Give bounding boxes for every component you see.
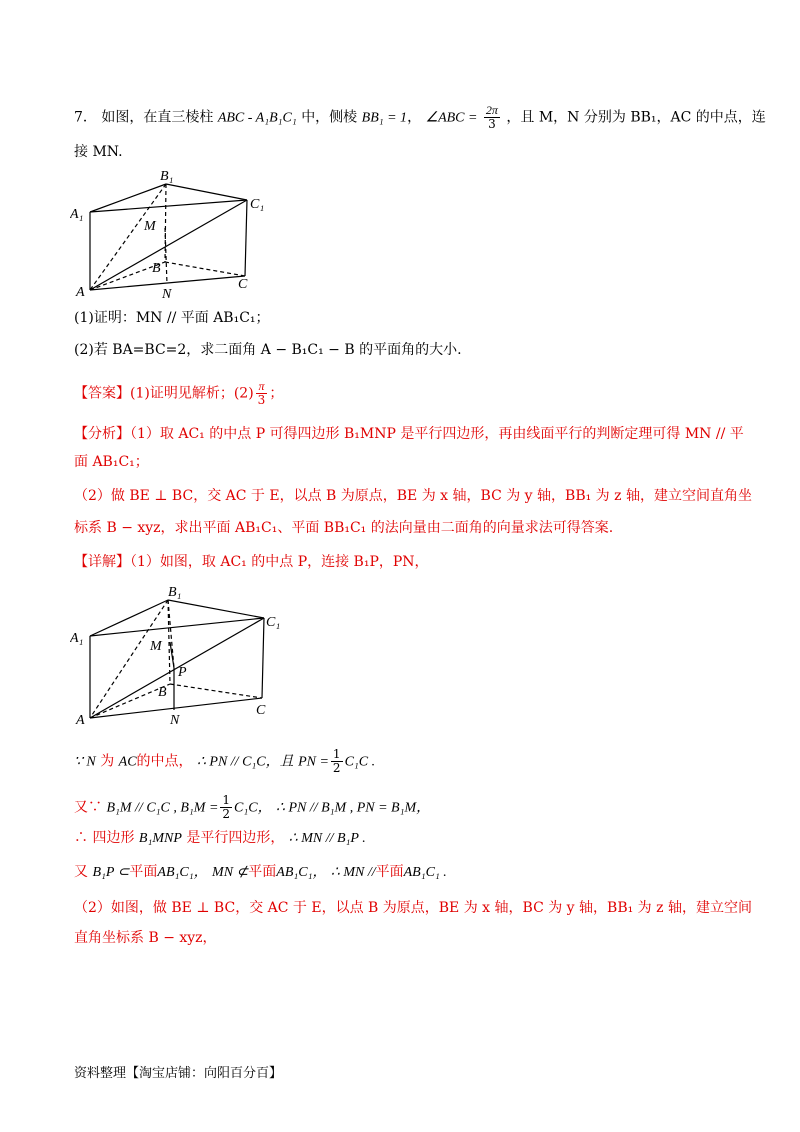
s1-mid: 的中点， <box>136 753 193 770</box>
s2-you: 又∵ <box>74 799 102 816</box>
prism-figure-2 <box>70 580 292 728</box>
label-N: N <box>162 287 172 300</box>
label-C-fig2: C <box>256 703 266 718</box>
answer-tag: 【答案】 <box>74 385 130 402</box>
s1-pn-eq: PN = <box>298 754 329 770</box>
s1-half-den: 2 <box>332 761 341 775</box>
s4-mn-not: MN ⊄ <box>212 865 249 880</box>
s2-half <box>220 794 232 821</box>
s4-plane-2: 平面 <box>248 864 277 880</box>
problem-mid1: 中，侧棱 <box>301 109 358 126</box>
analysis-line-1 <box>74 424 744 444</box>
s1-ac: AC <box>118 754 137 770</box>
footer-text: 资料整理【淘宝店铺：向阳百分百】 <box>74 1066 283 1081</box>
analysis-line-3: （2）做 BE ⊥ BC，交 AC 于 E，以点 B 为原点，BE 为 x 轴，BC 为 y 轴，BB₁ 为 z 轴，建立空间直角坐 <box>74 488 752 504</box>
edge-eq: BB₁ = 1 <box>361 110 408 126</box>
problem-line-1: 7． 如图，在直三棱柱 ABC - A₁B₁C₁ 中，侧棱 BB₁ = 1， ∠ABC = $\frac{2\pi}{3}$ ，且 M，N 分别为 BB₁，AC 的中点，连 <box>74 103 766 131</box>
s2-half-num: 1 <box>222 793 231 807</box>
label-B: B <box>152 261 161 276</box>
label-N-fig2: N <box>170 713 180 728</box>
s1-parallel: ∴ PN // C₁C，且 <box>197 754 294 770</box>
step-3 <box>74 828 366 849</box>
s4-mn-par: ∴ MN // <box>330 865 376 880</box>
label-M: M <box>144 219 156 234</box>
s3-b1mnp: B₁MNP <box>138 831 182 846</box>
s1-n: ∵ N <box>74 754 96 770</box>
label-C1: C₁ <box>250 197 265 212</box>
s3-result: ∴ MN // B₁P . <box>288 831 366 846</box>
step-1 <box>74 748 375 775</box>
s1-c1c: C₁C . <box>344 754 376 770</box>
detail-line-6: 直角坐标系 B − xyz， <box>74 930 217 946</box>
label-A: A <box>76 285 85 300</box>
detail-line-5: （2）如图，做 BE ⊥ BC，交 AC 于 E，以点 B 为原点，BE 为 x 轴，BC 为 y 轴，BB₁ 为 z 轴，建立空间 <box>74 900 752 916</box>
problem-number: 7． <box>74 109 97 126</box>
s4-you: 又 <box>74 864 88 880</box>
answer-den: 3 <box>257 393 266 407</box>
angle-den: 3 <box>488 117 496 131</box>
s3-parallelogram: 是平行四边形， <box>186 830 285 846</box>
problem-line-2: 接 MN. <box>74 144 123 160</box>
s4-plane-3: 平面 <box>375 864 404 880</box>
s4-ab1c1-1: AB₁C₁， <box>157 865 208 880</box>
answer-fraction <box>256 380 268 407</box>
detail-tag: 【详解】 <box>74 554 130 570</box>
analysis-line-4: 标系 B − xyz，求出平面 AB₁C₁、平面 BB₁C₁ 的法向量由二面角的向量求法可得答案. <box>74 520 614 536</box>
label-P-fig2: P <box>178 665 187 680</box>
problem-mid2: ，且 M，N 分别为 BB₁，AC 的中点，连 <box>506 109 766 126</box>
analysis-tag: 【分析】 <box>74 426 130 442</box>
s4-plane-1: 平面 <box>129 864 158 880</box>
answer-tail: ； <box>269 385 284 402</box>
s4-ab1c1-3: AB₁C₁ . <box>403 865 447 880</box>
label-C1-fig2: C₁ <box>266 615 281 630</box>
s4-b1p: B₁P ⊂ <box>92 865 130 880</box>
problem-intro: 如图，在直三棱柱 <box>101 109 214 126</box>
s2-half-den: 2 <box>222 807 231 821</box>
answer-line <box>74 380 283 407</box>
label-M-fig2: M <box>150 639 162 654</box>
prism-figure-1 <box>70 164 280 300</box>
label-B1-fig2: B₁ <box>168 585 182 600</box>
angle-fraction <box>484 104 500 131</box>
detail-text-1: （1）如图，取 AC₁ 的中点 P，连接 B₁P，PN， <box>130 554 429 570</box>
label-A1: A₁ <box>70 207 84 222</box>
analysis-text-1: （1）取 AC₁ 的中点 P 可得四边形 B₁MNP 是平行四边形，再由线面平行的判断定理可得 MN // 平 <box>130 426 744 442</box>
s1-wei: 为 <box>100 753 115 770</box>
prism-name: ABC - A₁B₁C₁ <box>217 110 297 126</box>
step-2 <box>74 794 430 821</box>
s2-result: ∴ PN // B₁M , PN = B₁M， <box>276 800 431 816</box>
angle-label: ∠ABC = <box>425 110 478 126</box>
question-1: (1)证明：MN // 平面 AB₁C₁； <box>74 310 270 326</box>
label-B1: B₁ <box>160 169 174 184</box>
s4-ab1c1-2: AB₁C₁， <box>276 865 327 880</box>
answer-text: (1)证明见解析；(2) <box>130 385 254 402</box>
label-B-fig2: B <box>158 685 167 700</box>
label-C: C <box>238 277 248 292</box>
angle-num: 2π <box>485 103 498 117</box>
s2-b1m: B₁M // C₁C , B₁M = <box>106 800 219 816</box>
answer-num: π <box>256 380 268 394</box>
s3-quad: ∴ 四边形 <box>74 830 135 846</box>
analysis-line-2: 面 AB₁C₁； <box>74 454 149 470</box>
s1-half-num: 1 <box>332 747 341 761</box>
step-4 <box>74 862 447 883</box>
label-A-fig2: A <box>76 713 85 728</box>
label-A1-fig2: A₁ <box>70 631 84 646</box>
s2-c1c: C₁C， <box>234 800 272 816</box>
detail-line-1 <box>74 552 429 572</box>
question-2: (2)若 BA=BC=2，求二面角 A − B₁C₁ − B 的平面角的大小. <box>74 342 462 358</box>
s1-half <box>331 748 343 775</box>
